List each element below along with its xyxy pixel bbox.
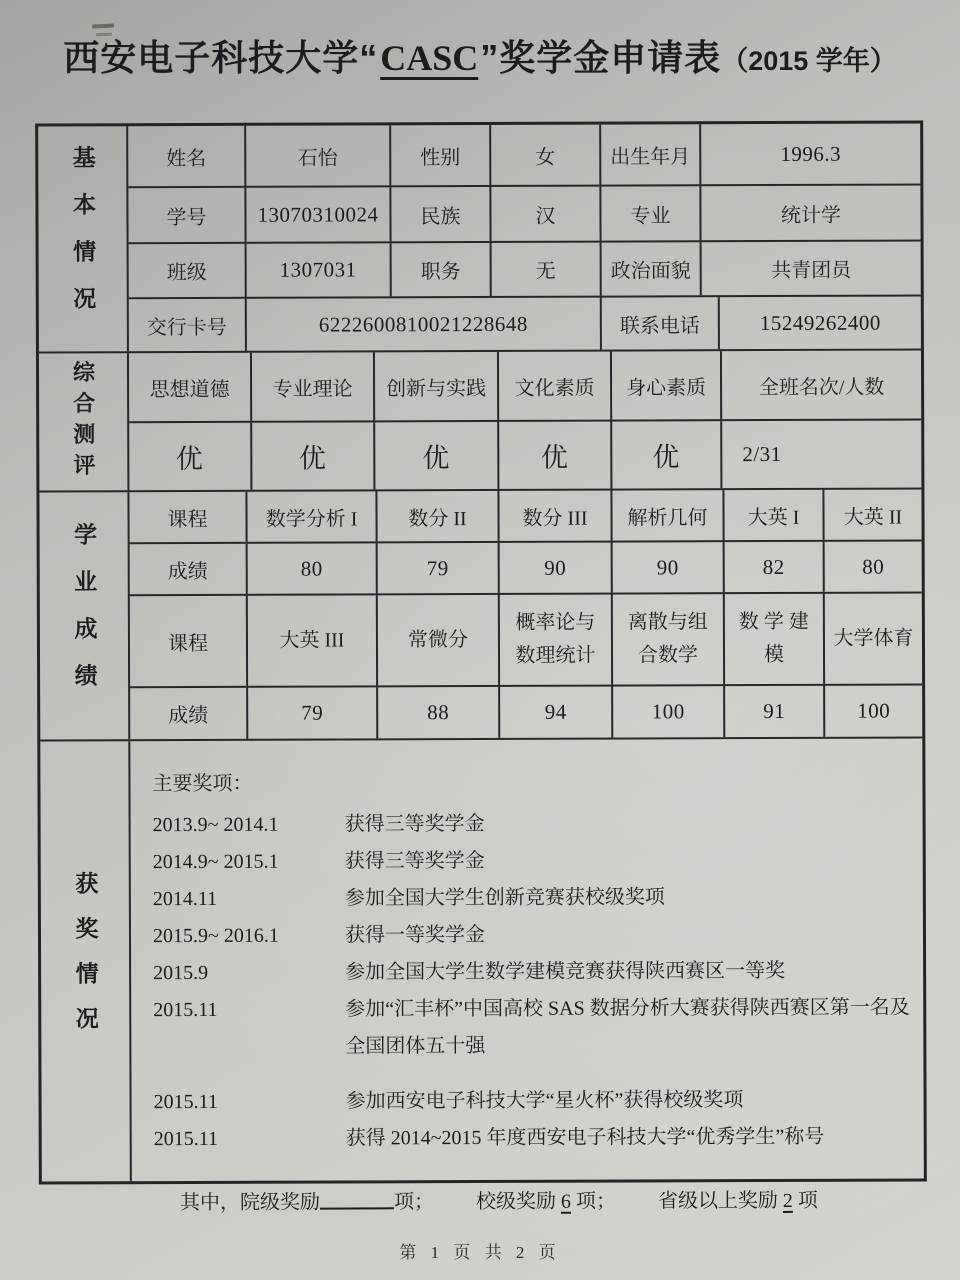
- phone-label: 联系电话: [602, 297, 720, 349]
- academics-side-label: 学业成绩: [71, 521, 97, 710]
- birth-date-value: 1996.3: [780, 141, 842, 166]
- assessment-header-theory: 专业理论: [252, 352, 375, 420]
- bank-card-value: 6222600810021228648: [247, 298, 602, 351]
- name-label: 姓名: [128, 126, 246, 186]
- assessment-value-rank: 2/31: [742, 441, 782, 467]
- course-name: 离散与组合数学: [613, 594, 725, 684]
- major-label: 专业: [601, 186, 701, 240]
- course-name: 大英 II: [843, 506, 903, 529]
- course-score: 100: [857, 698, 891, 723]
- course-name: 数 学 建 模: [725, 594, 825, 684]
- summary-unit: 项: [797, 1189, 818, 1212]
- table-row: [128, 123, 920, 188]
- course-name: 数学分析 I: [247, 491, 377, 541]
- award-period: 2014.11: [152, 887, 218, 911]
- assessment-value-morality: 优: [129, 423, 252, 490]
- section-assessment: [39, 350, 921, 492]
- award-period: 2013.9~ 2014.1: [152, 813, 279, 837]
- birth-date-label: 出生年月: [601, 124, 701, 184]
- award-item: [154, 1081, 914, 1121]
- awards-heading: 主要奖项：: [152, 772, 253, 796]
- award-description: 参加西安电子科技大学“星火杯”获得校级奖项: [345, 1089, 744, 1113]
- table-row: [129, 296, 921, 351]
- award-period: 2015.11: [153, 998, 218, 1022]
- assessment-header-innovation: 创新与实践: [375, 352, 499, 420]
- course-score: 88: [378, 687, 500, 738]
- political-status-value: 共青团员: [771, 259, 852, 282]
- assessment-header-morality: 思想道德: [129, 353, 252, 421]
- course-name: 大学体育: [833, 626, 914, 650]
- gender-label: 性别: [391, 125, 491, 185]
- course-score: 90: [500, 543, 613, 593]
- course-score: 94: [500, 687, 613, 738]
- award-period: 2015.11: [153, 1090, 218, 1114]
- award-description: 获得 2014~2015 年度西安电子科技大学“优秀学生”称号: [345, 1125, 825, 1150]
- class-label: 班级: [129, 244, 247, 297]
- award-description: 参加全国大学生创新竞赛获校级奖项: [344, 886, 665, 910]
- gender-value: 女: [491, 125, 601, 185]
- page-number-footer: 第 1 页 共 2 页: [399, 1243, 561, 1262]
- course-name: 大英 I: [724, 490, 824, 540]
- course-score: 79: [378, 543, 500, 593]
- bank-card-label: 交行卡号: [129, 299, 247, 351]
- award-item: [154, 1118, 914, 1158]
- summary-school-label: 校级奖励: [475, 1190, 556, 1214]
- assessment-value-theory: 优: [252, 422, 375, 489]
- summary-province-label: 省级以上奖励: [657, 1189, 778, 1213]
- award-period: 2014.9~ 2015.1: [152, 850, 279, 874]
- award-item: [153, 841, 913, 881]
- form-title-suffix: ”奖学金申请表: [480, 37, 722, 78]
- name-value: 石怡: [246, 125, 391, 186]
- course-score: 90: [613, 542, 725, 592]
- assessment-side-label: 综合测评: [70, 359, 96, 484]
- form-title-year: （2015 学年）: [721, 46, 897, 76]
- summary-college-label: 其中，院级奖励: [179, 1191, 320, 1215]
- score-row-label: 成绩: [130, 544, 248, 594]
- table-row: [129, 350, 921, 423]
- award-period: 2015.9: [153, 961, 209, 985]
- table-row: [130, 685, 922, 739]
- table-row: [129, 489, 921, 544]
- course-row-label: 课程: [130, 596, 248, 686]
- summary-school-count: 6: [560, 1190, 571, 1213]
- award-description: 获得三等奖学金: [344, 812, 485, 836]
- course-name: 数分 III: [499, 491, 612, 541]
- course-score: 79: [248, 687, 378, 738]
- award-description: 获得三等奖学金: [344, 849, 485, 873]
- course-score: 91: [725, 686, 825, 737]
- course-score: 80: [862, 554, 885, 579]
- assessment-header-health: 身心素质: [612, 351, 722, 419]
- table-row: [130, 541, 922, 596]
- table-row: [129, 241, 921, 299]
- student-id-label: 学号: [128, 188, 246, 242]
- course-score: 80: [248, 543, 378, 593]
- duty-label: 职务: [392, 243, 492, 296]
- award-item: [153, 878, 913, 918]
- basic-info-side-header: [38, 126, 129, 351]
- summary-unit: 项；: [575, 1190, 616, 1213]
- assessment-header-rank: 全班名次/人数: [758, 376, 885, 399]
- student-id-value: 13070310024: [246, 187, 391, 242]
- award-period: 2015.9~ 2016.1: [152, 924, 279, 948]
- ethnicity-label: 民族: [391, 187, 491, 241]
- assessment-side-header: [39, 353, 129, 490]
- award-description: 参加“汇丰杯”中国高校 SAS 数据分析大赛获得陕西赛区第一名及全国团体五十强: [345, 996, 910, 1058]
- course-score: 82: [725, 542, 825, 592]
- section-basic-info: [38, 123, 921, 353]
- scan-artifact-mark: [92, 23, 114, 28]
- assessment-header-culture: 文化素质: [499, 352, 612, 420]
- course-name: 大英 III: [248, 595, 378, 685]
- course-row-label: 课程: [129, 492, 247, 542]
- assessment-value-innovation: 优: [375, 422, 499, 489]
- table-row: [128, 185, 920, 244]
- award-item: [153, 952, 913, 992]
- basic-info-side-label: 基本情况: [69, 144, 96, 333]
- award-period: 2015.11: [153, 1127, 219, 1151]
- section-academics: [39, 489, 922, 741]
- course-name: 数分 II: [377, 491, 499, 541]
- awards-list: [130, 738, 924, 1215]
- ethnicity-value: 汉: [491, 187, 601, 241]
- award-description: 参加全国大学生数学建模竞赛获得陕西赛区一等奖: [345, 959, 786, 984]
- course-name: 常微分: [378, 595, 500, 685]
- course-name: 解析几何: [612, 490, 724, 540]
- score-row-label: 成绩: [130, 688, 248, 739]
- awards-side-header: [40, 741, 132, 1181]
- award-item: [153, 804, 913, 844]
- assessment-value-culture: 优: [499, 422, 612, 489]
- summary-province-count: 2: [782, 1189, 793, 1212]
- major-value: 统计学: [780, 204, 842, 227]
- section-awards: [40, 738, 924, 1215]
- application-form-table: [35, 120, 927, 1215]
- summary-college-blank: [320, 1189, 394, 1209]
- award-item: [153, 915, 913, 955]
- political-status-label: 政治面貌: [602, 242, 702, 295]
- course-score: 100: [613, 686, 725, 737]
- form-title-prefix: 西安电子科技大学“: [63, 37, 379, 78]
- duty-value: 无: [492, 243, 602, 296]
- phone-value: 15249262400: [759, 310, 881, 335]
- award-description: 获得一等奖学金: [344, 923, 486, 947]
- form-title: [0, 30, 960, 81]
- award-item: [153, 989, 913, 1066]
- form-title-casc: CASC: [380, 38, 479, 78]
- course-name: 概率论与数理统计: [500, 595, 613, 685]
- table-row: [129, 420, 921, 490]
- summary-unit: 项；: [393, 1191, 434, 1214]
- assessment-value-health: 优: [612, 421, 722, 488]
- awards-side-label: 获奖情况: [72, 871, 98, 1052]
- table-row: [130, 593, 922, 688]
- academics-side-header: [39, 492, 130, 739]
- class-value: 1307031: [247, 243, 392, 297]
- awards-summary-line: [154, 1183, 914, 1215]
